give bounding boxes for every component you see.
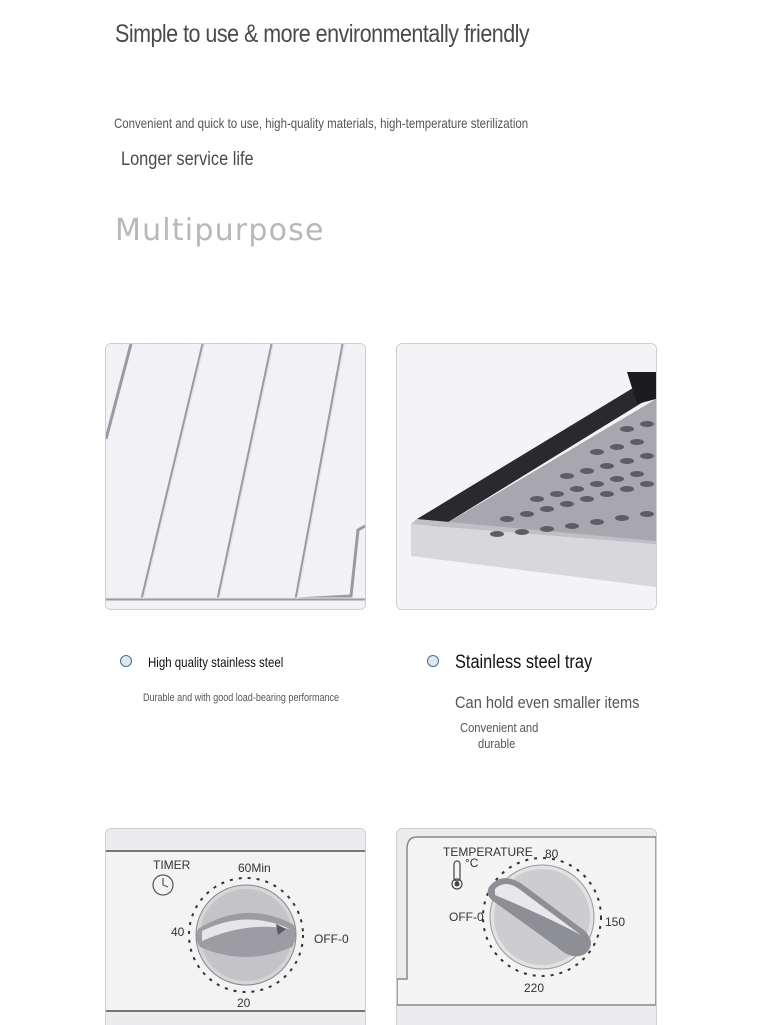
temperature-mark-off: OFF-0 — [449, 910, 484, 924]
timer-mark-off: OFF-0 — [314, 932, 349, 946]
feature-desc-tray-line2: durable — [478, 736, 516, 751]
wire-rack-image — [105, 343, 366, 610]
timer-mark-60: 60Min — [238, 861, 271, 875]
feature-title-rack: High quality stainless steel — [148, 654, 284, 670]
bullet-icon — [427, 655, 439, 667]
feature-desc-tray: Can hold even smaller items — [455, 693, 640, 712]
headline: Simple to use & more environmentally friendly — [115, 20, 530, 48]
bullet-icon — [120, 655, 132, 667]
temperature-mark-80: 80 — [545, 847, 559, 861]
feature-desc-rack: Durable and with good load-bearing performance — [143, 692, 340, 704]
feature-desc-tray-line1: Convenient and — [460, 720, 539, 735]
temperature-label: TEMPERATURE — [443, 845, 533, 859]
multipurpose-heading: Multipurpose — [115, 213, 325, 248]
temperature-unit: °C — [465, 856, 479, 870]
timer-mark-40: 40 — [171, 925, 185, 939]
timer-label: TIMER — [153, 858, 191, 872]
temperature-mark-150: 150 — [605, 915, 626, 929]
timer-dial-image — [105, 828, 366, 1025]
stainless-tray-image — [396, 343, 657, 610]
timer-mark-20: 20 — [237, 996, 251, 1010]
feature-title-tray: Stainless steel tray — [455, 652, 593, 673]
subheadline: Convenient and quick to use, high-quality materials, high-temperature sterilization — [114, 115, 529, 131]
temperature-dial-image — [396, 828, 657, 1025]
service-life-text: Longer service life — [121, 149, 254, 170]
temperature-mark-220: 220 — [524, 981, 545, 995]
